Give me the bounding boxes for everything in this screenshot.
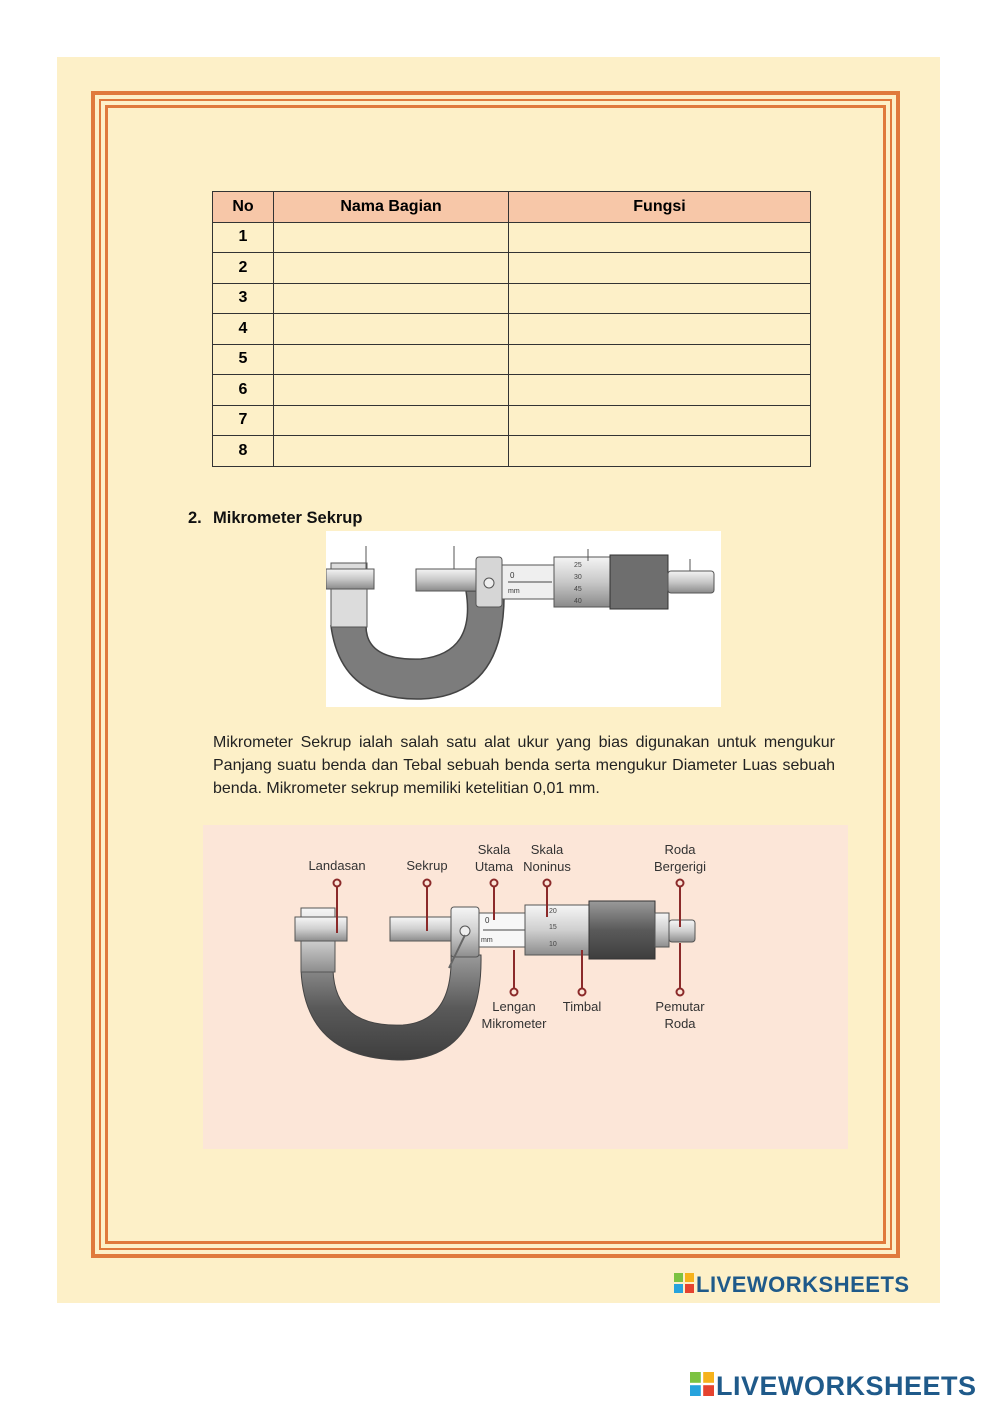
fig2-scale-20: 20 xyxy=(549,908,557,915)
label-pemutar-line1: Pemutar xyxy=(655,999,705,1014)
label-lengan-line1: Lengan xyxy=(492,999,536,1014)
label-skala-noninus-line2: Noninus xyxy=(523,859,571,874)
table-row xyxy=(213,436,811,467)
fungsi-cell[interactable] xyxy=(509,314,811,345)
label-landasan: Landasan xyxy=(308,858,366,873)
nama-bagian-cell[interactable] xyxy=(274,436,509,467)
fungsi-cell[interactable] xyxy=(509,405,811,436)
row-number: 6 xyxy=(213,375,274,406)
description-paragraph: Mikrometer Sekrup ialah salah satu alat ukur yang bias digunakan untuk mengukur Panjang suatu benda dan Tebal sebuah benda serta mengukur Diameter Luas sebuah benda. Mikrometer sekrup memiliki ketelitian 0,01 mm. xyxy=(213,734,835,797)
label-roda-line2: Bergerigi xyxy=(653,859,707,874)
liveworksheets-logo-icon xyxy=(690,1372,714,1403)
table-row xyxy=(213,222,811,253)
row-number: 8 xyxy=(213,436,274,467)
fig1-zero-label: 0 xyxy=(510,571,515,580)
fungsi-cell[interactable] xyxy=(509,253,811,284)
table-row xyxy=(213,375,811,406)
fig2-zero-label: 0 xyxy=(485,916,490,925)
liveworksheets-logo-icon xyxy=(674,1273,694,1299)
header-fungsi: Fungsi xyxy=(509,192,811,223)
label-pemutar-roda xyxy=(635,998,725,1032)
nama-bagian-cell[interactable] xyxy=(274,344,509,375)
fig1-scale-40: 40 xyxy=(574,598,582,605)
parts-table xyxy=(212,191,811,467)
brand-watermark-page xyxy=(674,1272,910,1299)
micrometer-figure-labeled xyxy=(203,825,848,1149)
fungsi-cell[interactable] xyxy=(509,436,811,467)
fig1-scale-30: 30 xyxy=(574,574,582,581)
label-skala-noninus xyxy=(502,841,592,875)
nama-bagian-cell[interactable] xyxy=(274,253,509,284)
fig2-mm-label: mm xyxy=(481,937,493,944)
nama-bagian-cell[interactable] xyxy=(274,375,509,406)
label-lengan-line2: Mikrometer xyxy=(481,1016,547,1031)
fungsi-cell[interactable] xyxy=(509,375,811,406)
label-skala-utama-line2: Utama xyxy=(474,859,514,874)
header-no: No xyxy=(213,192,274,223)
label-pemutar-line2: Roda xyxy=(664,1016,696,1031)
table-row xyxy=(213,283,811,314)
fig1-mm-label: mm xyxy=(508,588,520,595)
label-roda-line1: Roda xyxy=(664,842,696,857)
micrometer-figure-unlabeled xyxy=(326,531,721,707)
label-sekrup: Sekrup xyxy=(406,858,448,873)
label-skala-noninus-line1: Skala xyxy=(530,842,564,857)
fungsi-cell[interactable] xyxy=(509,283,811,314)
row-number: 1 xyxy=(213,222,274,253)
row-number: 3 xyxy=(213,283,274,314)
fig2-scale-10: 10 xyxy=(549,941,557,948)
label-timbal: Timbal xyxy=(562,999,602,1014)
section-heading xyxy=(188,509,362,528)
nama-bagian-cell[interactable] xyxy=(274,222,509,253)
brand-text: LIVEWORKSHEETS xyxy=(716,1371,977,1401)
table-row xyxy=(213,405,811,436)
row-number: 5 xyxy=(213,344,274,375)
fig1-scale-25: 25 xyxy=(574,562,582,569)
brand-text: LIVEWORKSHEETS xyxy=(696,1272,910,1297)
brand-watermark-footer xyxy=(690,1371,977,1403)
nama-bagian-cell[interactable] xyxy=(274,405,509,436)
fig2-scale-15: 15 xyxy=(549,924,557,931)
fungsi-cell[interactable] xyxy=(509,344,811,375)
row-number: 4 xyxy=(213,314,274,345)
table-row xyxy=(213,253,811,284)
section-title: Mikrometer Sekrup xyxy=(213,509,363,527)
nama-bagian-cell[interactable] xyxy=(274,314,509,345)
row-number: 2 xyxy=(213,253,274,284)
fungsi-cell[interactable] xyxy=(509,222,811,253)
table-row xyxy=(213,344,811,375)
label-roda-bergerigi xyxy=(635,841,725,875)
fig1-scale-45: 45 xyxy=(574,586,582,593)
row-number: 7 xyxy=(213,405,274,436)
section-number: 2. xyxy=(188,509,202,527)
label-skala-utama-line1: Skala xyxy=(477,842,511,857)
header-nama-bagian: Nama Bagian xyxy=(274,192,509,223)
nama-bagian-cell[interactable] xyxy=(274,283,509,314)
table-row xyxy=(213,314,811,345)
